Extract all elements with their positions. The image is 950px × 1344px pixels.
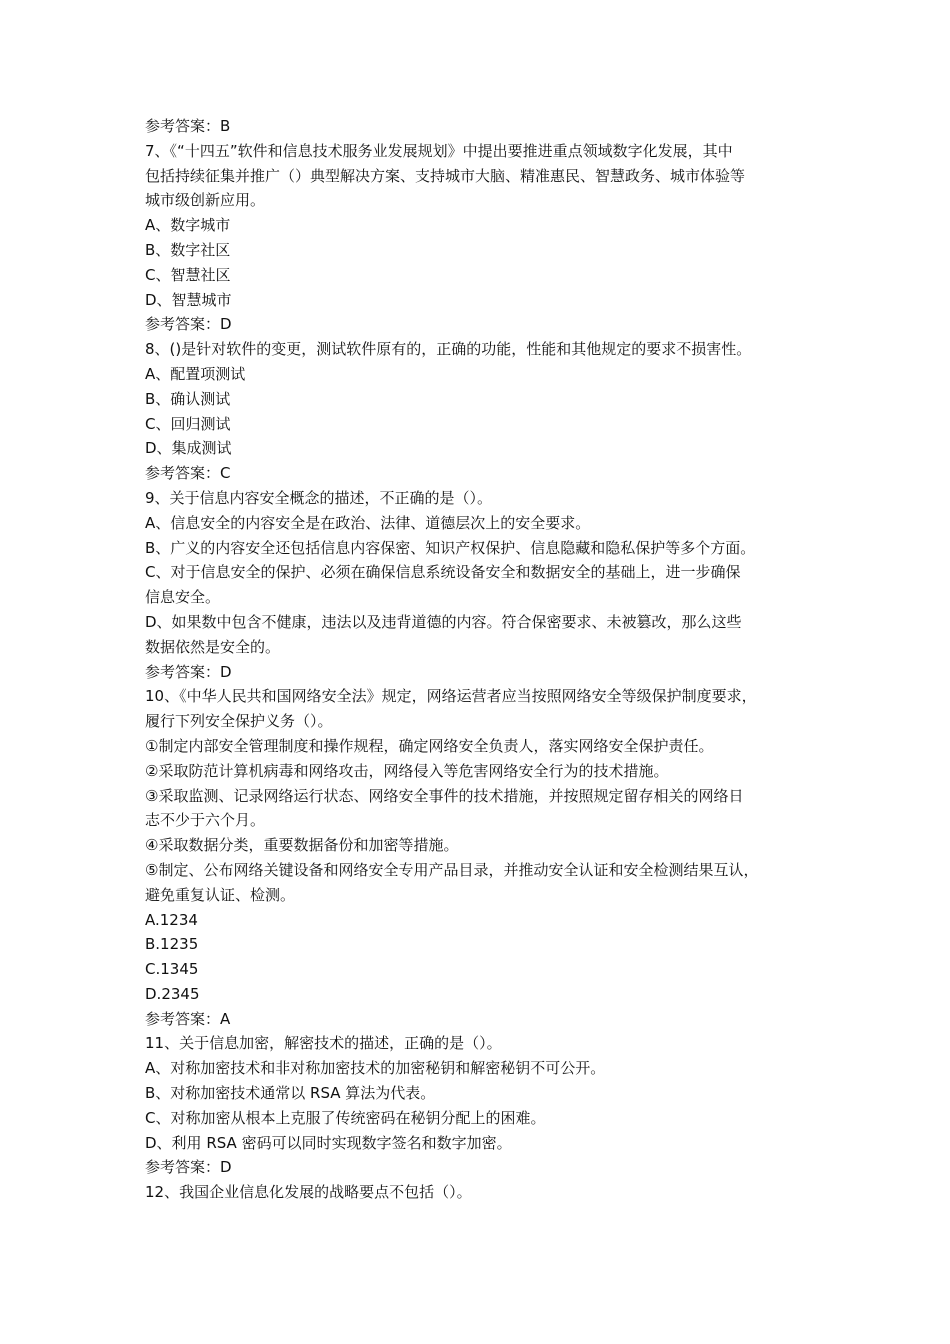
option-8d: D、集成测试: [145, 439, 232, 458]
question-9: 9、关于信息内容安全概念的描述，不正确的是（）。: [145, 488, 493, 507]
option-10c: C.1345: [145, 960, 199, 979]
question-10-line-2: 履行下列安全保护义务（）。: [145, 712, 333, 731]
question-7-line-2: 包括持续征集并推广（）典型解决方案、支持城市大脑、精准惠民、智慧政务、城市体验等: [145, 166, 746, 185]
answer-10: 参考答案：A: [145, 1009, 231, 1028]
question-8: 8、()是针对软件的变更，测试软件原有的，正确的功能，性能和其他规定的要求不损害性。: [145, 340, 752, 359]
item-10-4: ④采取数据分类，重要数据备份和加密等措施。: [145, 836, 459, 855]
option-9b: B、广义的内容安全还包括信息内容保密、知识产权保护、信息隐藏和隐私保护等多个方面。: [145, 538, 756, 557]
item-10-1: ①制定内部安全管理制度和操作规程，确定网络安全负责人，落实网络安全保护责任。: [145, 736, 714, 755]
answer-9: 参考答案：D: [145, 662, 232, 681]
question-10-line-1: 10、《中华人民共和国网络安全法》规定，网络运营者应当按照网络安全等级保护制度要求，: [145, 687, 757, 706]
option-9d-line-2: 数据依然是安全的。: [145, 637, 281, 656]
option-9c-line-2: 信息安全。: [145, 588, 221, 607]
option-10d: D.2345: [145, 984, 200, 1003]
answer-7: 参考答案：D: [145, 315, 232, 334]
option-9d-line-1: D、如果数中包含不健康，违法以及违背道德的内容。符合保密要求、未被篡改，那么这些: [145, 612, 742, 631]
option-9a: A、信息安全的内容安全是在政治、法律、道德层次上的安全要求。: [145, 513, 591, 532]
option-7c: C、智慧社区: [145, 265, 231, 284]
option-11d: D、利用 RSA 密码可以同时实现数字签名和数字加密。: [145, 1133, 512, 1152]
option-11c: C、对称加密从根本上克服了传统密码在秘钥分配上的困难。: [145, 1108, 546, 1127]
item-10-3-line-2: 志不少于六个月。: [145, 811, 266, 830]
question-12: 12、我国企业信息化发展的战略要点不包括（）。: [145, 1183, 472, 1202]
option-8c: C、回归测试: [145, 414, 231, 433]
option-11b: B、对称加密技术通常以 RSA 算法为代表。: [145, 1084, 436, 1103]
option-9c-line-1: C、对于信息安全的保护、必须在确保信息系统设备安全和数据安全的基础上，进一步确保: [145, 563, 741, 582]
option-11a: A、对称加密技术和非对称加密技术的加密秘钥和解密秘钥不可公开。: [145, 1059, 606, 1078]
option-8b: B、确认测试: [145, 389, 231, 408]
option-10b: B.1235: [145, 935, 199, 954]
option-10a: A.1234: [145, 910, 198, 929]
document-page: [145, 114, 813, 1205]
answer-11: 参考答案：D: [145, 1158, 232, 1177]
option-8a: A、配置项测试: [145, 364, 246, 383]
option-7d: D、智慧城市: [145, 290, 232, 309]
answer-6: 参考答案：B: [145, 117, 231, 135]
question-7-line-1: 7、《“十四五”软件和信息技术服务业发展规划》中提出要推进重点领域数字化发展，其中: [145, 141, 733, 160]
question-7-line-3: 城市级创新应用。: [145, 191, 266, 210]
item-10-5-line-1: ⑤制定、公布网络关键设备和网络安全专用产品目录，并推动安全认证和安全检测结果互认，: [145, 860, 759, 879]
option-7a: A、数字城市: [145, 216, 231, 235]
item-10-3-line-1: ③采取监测、记录网络运行状态、网络安全事件的技术措施，并按照规定留存相关的网络日: [145, 786, 744, 805]
option-7b: B、数字社区: [145, 240, 231, 259]
answer-8: 参考答案：C: [145, 464, 231, 483]
question-11: 11、关于信息加密，解密技术的描述，正确的是（）。: [145, 1034, 502, 1053]
item-10-5-line-2: 避免重复认证、检测。: [145, 885, 296, 904]
item-10-2: ②采取防范计算机病毒和网络攻击，网络侵入等危害网络安全行为的技术措施。: [145, 761, 669, 780]
